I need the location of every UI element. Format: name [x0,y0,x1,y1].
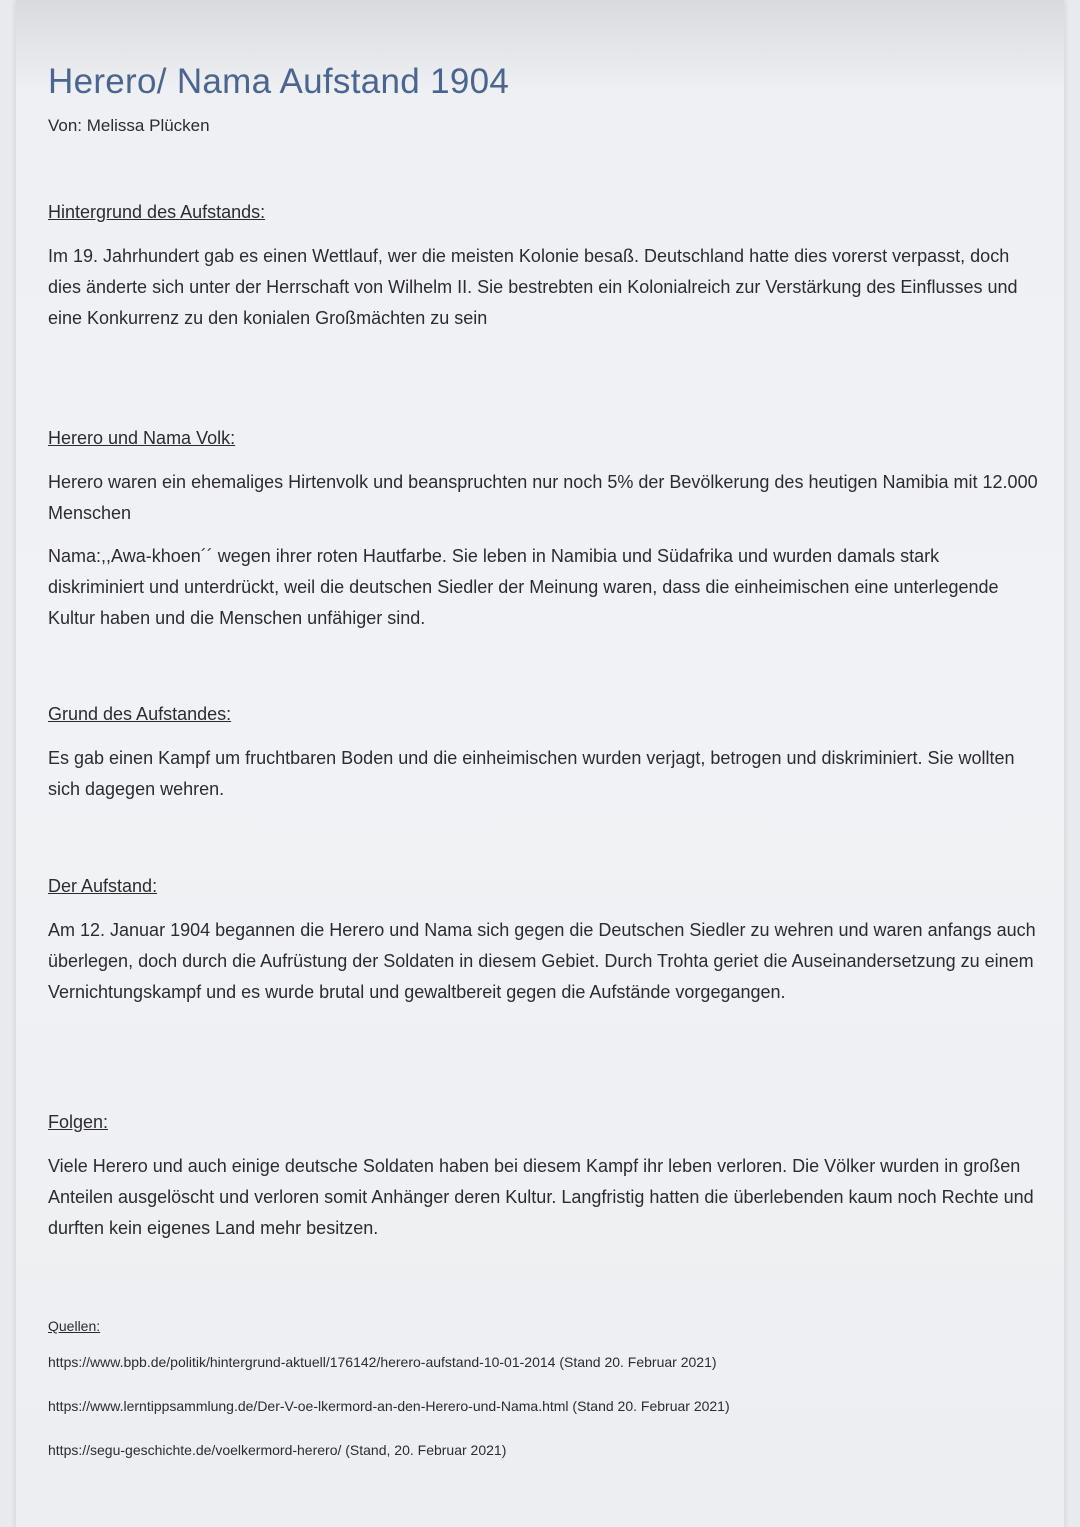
section-paragraph: Nama:,,Awa-khoen´´ wegen ihrer roten Hautfarbe. Sie leben in Namibia und Südafrika und wurden damals stark diskriminiert und unterdrückt, weil die deutschen Siedler der Meinung waren, dass die einheimischen eine unterlegende Kultur haben und die Menschen unfähiger sind. [48,546,999,628]
sources-section [48,1318,1038,1484]
document-author: Von: Melissa Plücken [48,116,210,135]
section-background [48,202,1038,346]
source-link: https://www.bpb.de/politik/hintergrund-aktuell/176142/herero-aufstand-10-01-2014 (Stand 20. Februar 2021) [48,1354,717,1370]
section-cause [48,704,1038,817]
section-heading: Hintergrund des Aufstands: [48,202,266,222]
section-paragraph: Im 19. Jahrhundert gab es einen Wettlauf, wer die meisten Kolonie besaß. Deutschland hatte dies vorerst verpasst, doch dies änderte sich unter der Herrschaft von Wilhelm II. Sie bestrebten ein Kolonialreich zur Verstärkung des Einflusses und eine Konkurrenz zu den konialen Großmächten zu sein [48,246,1018,328]
document-page [16,0,1064,1527]
section-peoples [48,428,1038,646]
section-paragraph: Herero waren ein ehemaliges Hirtenvolk und beanspruchten nur noch 5% der Bevölkerung des heutigen Namibia mit 12.000 Menschen [48,472,1038,523]
section-heading: Der Aufstand: [48,876,158,896]
section-uprising [48,876,1038,1020]
sources-heading: Quellen: [48,1318,101,1334]
document-title: Herero/ Nama Aufstand 1904 [48,62,510,101]
section-heading: Grund des Aufstandes: [48,704,232,724]
source-link: https://www.lerntippsammlung.de/Der-V-oe-lkermord-an-den-Herero-und-Nama.html (Stand 20. Februar 2021) [48,1398,730,1414]
section-paragraph: Es gab einen Kampf um fruchtbaren Boden und die einheimischen wurden verjagt, betrogen und diskriminiert. Sie wollten sich dagegen wehren. [48,748,1015,799]
section-paragraph: Am 12. Januar 1904 begannen die Herero und Nama sich gegen die Deutschen Siedler zu wehren und waren anfangs auch überlegen, doch durch die Aufrüstung der Soldaten in diesem Gebiet. Durch Trohta geriet die Auseinandersetzung zu einem Vernichtungskampf und es wurde brutal und gewaltbereit gegen die Aufstände vorgegangen. [48,920,1036,1002]
section-heading: Herero und Nama Volk: [48,428,236,448]
source-link: https://segu-geschichte.de/voelkermord-herero/ (Stand, 20. Februar 2021) [48,1442,507,1458]
section-consequences [48,1112,1038,1256]
section-heading: Folgen: [48,1112,109,1132]
section-paragraph: Viele Herero und auch einige deutsche Soldaten haben bei diesem Kampf ihr leben verloren. Die Völker wurden in großen Anteilen ausgelöscht und verloren somit Anhänger deren Kultur. Langfristig hatten die überlebenden kaum noch Rechte und durften kein eigenes Land mehr besitzen. [48,1156,1034,1238]
